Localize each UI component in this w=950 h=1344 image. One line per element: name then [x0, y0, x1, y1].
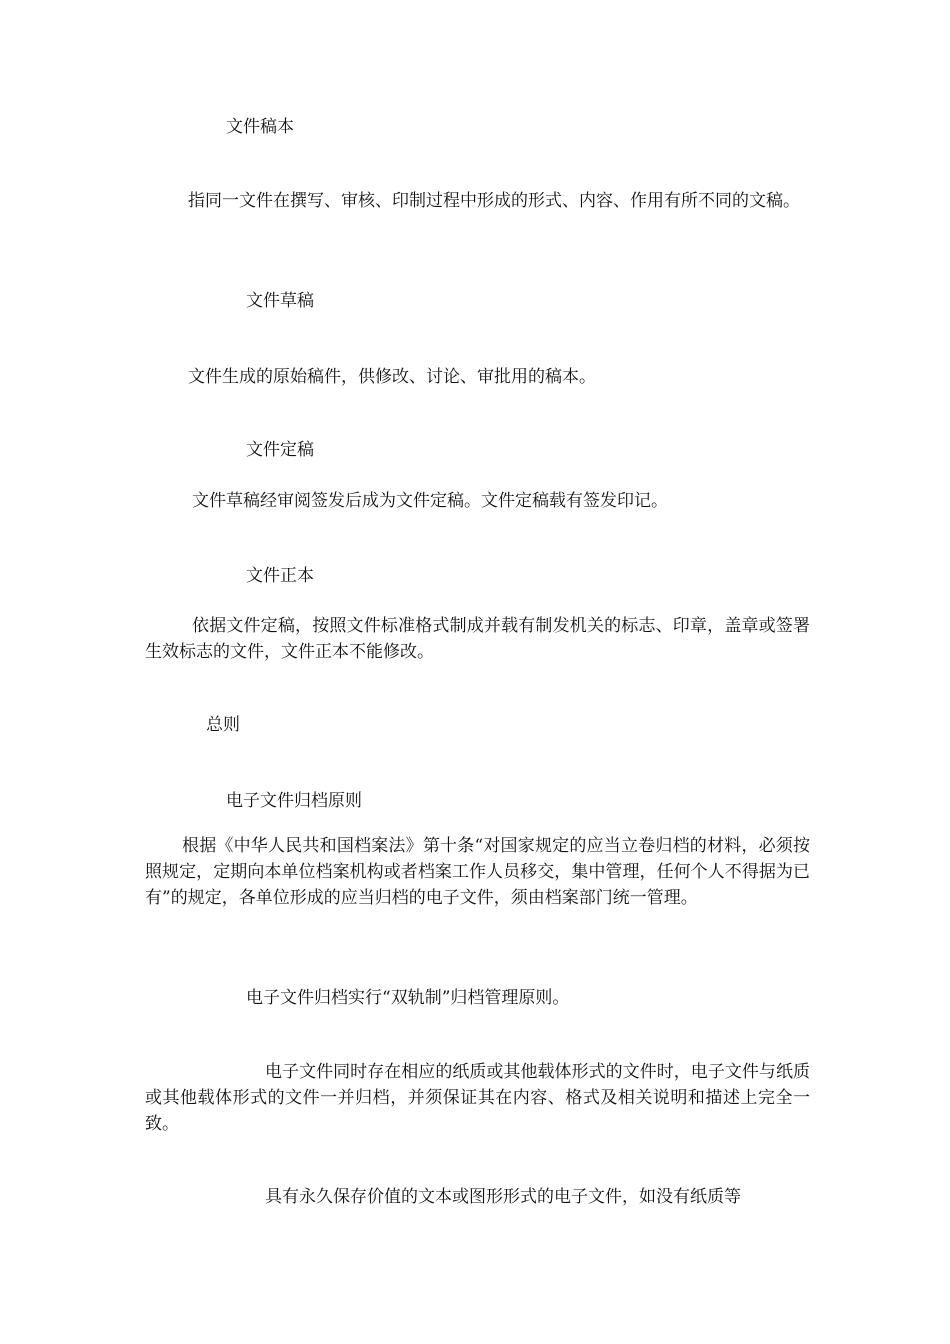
paragraph-final-draft-definition: 文件草稿经审阅签发后成为文件定稿。文件定稿载有签发印记。 [192, 491, 668, 511]
paragraph-archives-law: 根据《中华人民共和国档案法》第十条“对国家规定的应当立卷归档的材料，必须按照规定，定期向本单位档案机构或者档案工作人员移交，集中管理，任何个人不得据为已有”的规定，各单位形成的应当归档的电子文件，须由档案部门统一管理。 [145, 836, 810, 908]
heading-archiving-principles: 电子文件归档原则 [226, 791, 362, 811]
heading-official-copy: 文件正本 [246, 566, 314, 586]
heading-general-provisions: 总则 [206, 715, 240, 735]
paragraph-rough-draft-definition: 文件生成的原始稿件，供修改、讨论、审批用的稿本。 [188, 367, 596, 387]
paragraph-paper-and-electronic: 电子文件同时存在相应的纸质或其他载体形式的文件时，电子文件与纸质或其他载体形式的文件一并归档，并须保证其在内容、格式及相关说明和描述上完全一致。 [145, 1062, 810, 1134]
paragraph-official-copy-definition: 依据文件定稿，按照文件标准格式制成并载有制发机关的标志、印章，盖章或签署生效标志的文件，文件正本不能修改。 [145, 616, 810, 662]
heading-rough-draft: 文件草稿 [246, 291, 314, 311]
paragraph-dual-track-principle: 电子文件归档实行“双轨制”归档管理原则。 [246, 988, 570, 1008]
paragraph-draft-versions-definition: 指同一文件在撰写、审核、印制过程中形成的形式、内容、作用有所不同的文稿。 [188, 191, 800, 211]
paragraph-permanent-value-files: 具有永久保存价值的文本或图形形式的电子文件，如没有纸质等 [265, 1187, 741, 1207]
heading-final-draft: 文件定稿 [246, 440, 314, 460]
heading-draft-versions: 文件稿本 [226, 117, 294, 137]
